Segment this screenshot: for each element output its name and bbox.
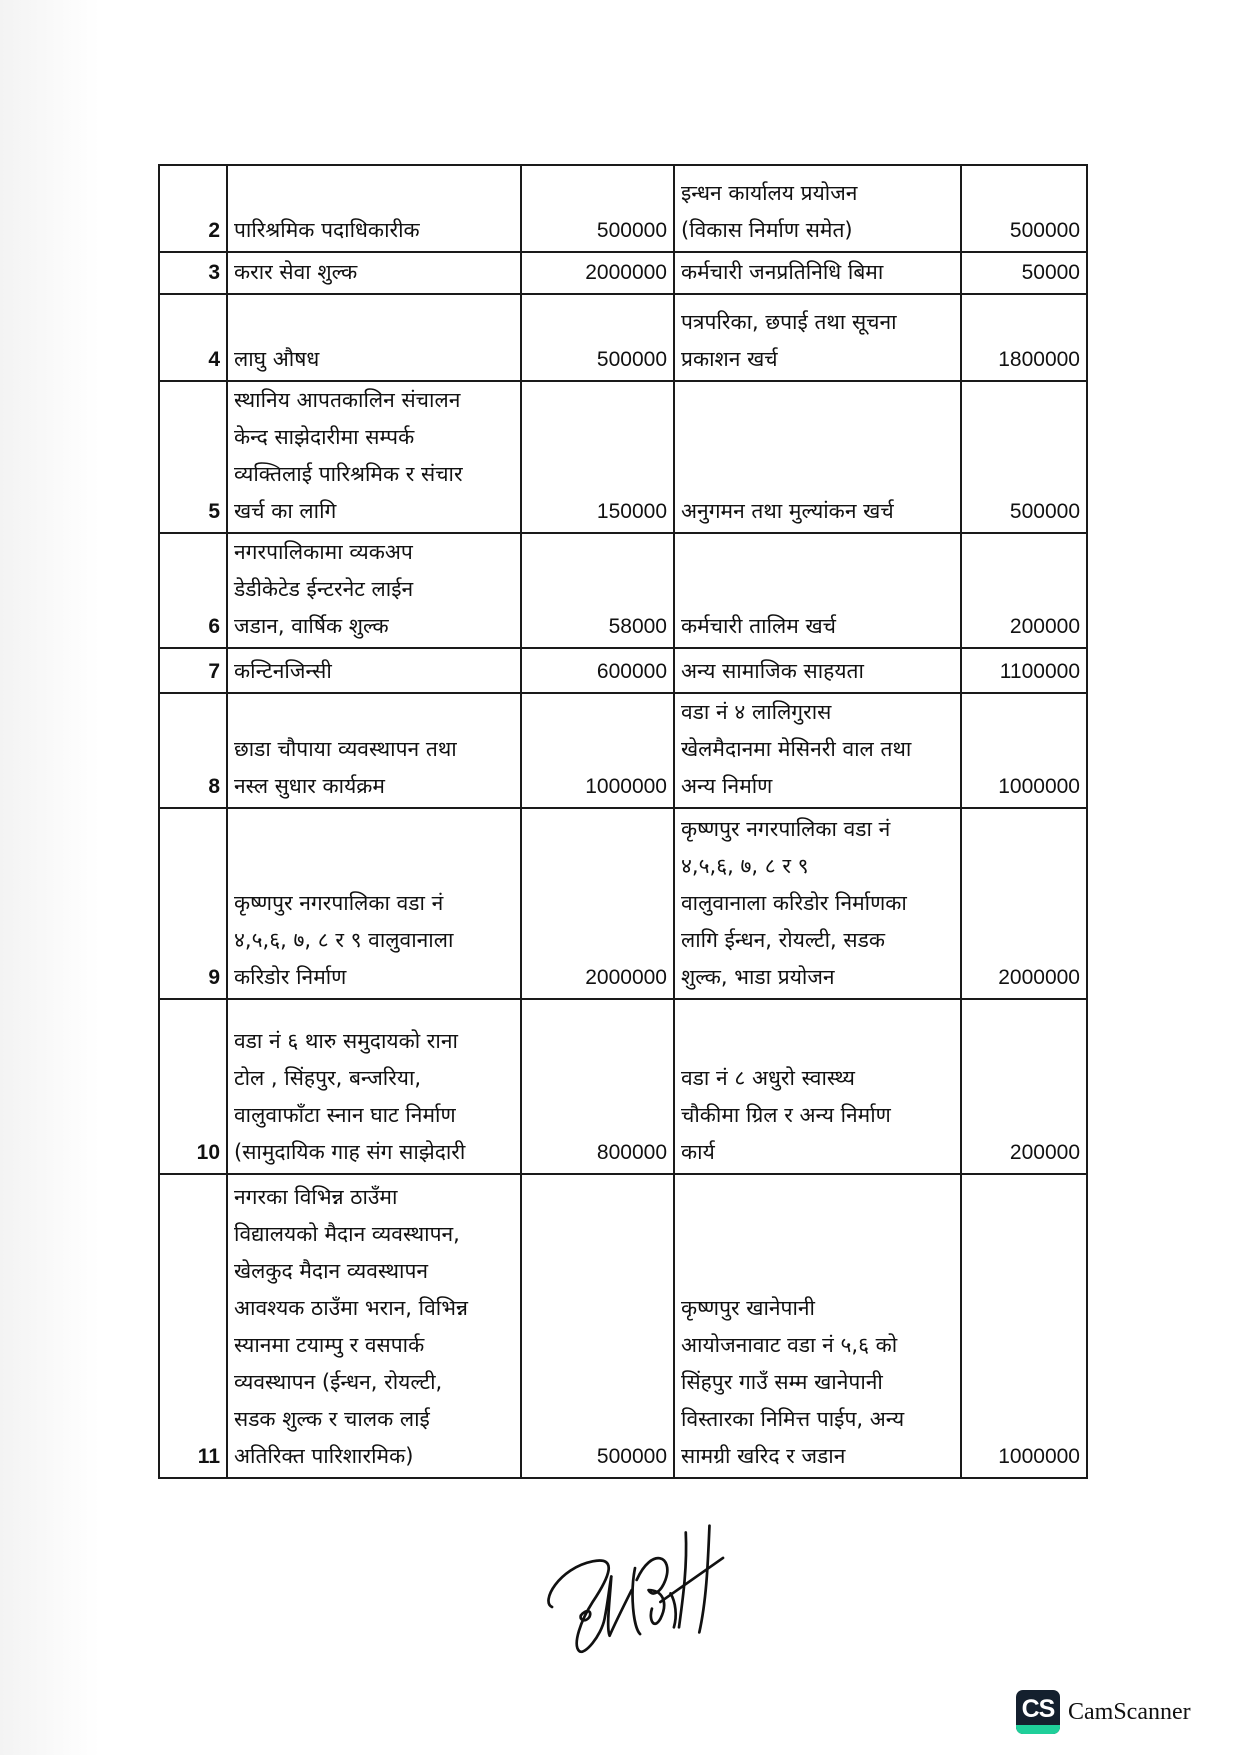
description-line: विद्यालयको मैदान व्यवस्थापन,: [234, 1222, 460, 1246]
description-line: खेलमैदानमा मेसिनरी वाल तथा: [681, 737, 912, 761]
amount-right: 2000000: [961, 808, 1087, 999]
description-left: [227, 1174, 521, 1478]
description-right: [674, 999, 961, 1174]
table-row: [159, 808, 1087, 999]
description-line: सामग्री खरिद र जडान: [681, 1444, 846, 1468]
serial-number: 5: [159, 381, 227, 533]
description-line: व्यवस्थापन (ईन्धन, रोयल्टी,: [234, 1370, 443, 1394]
amount-right: 50000: [961, 252, 1087, 294]
description-line: ४,५,६, ७, ८ र ९: [681, 854, 809, 878]
description-line: कृष्णपुर नगरपालिका वडा नं: [234, 891, 444, 915]
table-row: [159, 252, 1087, 294]
amount-left: 58000: [521, 533, 674, 648]
amount-left: 500000: [521, 165, 674, 252]
description-left: [227, 999, 521, 1174]
description-left: [227, 808, 521, 999]
description-line: लागि ईन्धन, रोयल्टी, सडक: [681, 928, 885, 952]
table-row: [159, 381, 1087, 533]
description-left: [227, 381, 521, 533]
description-line: प्रकाशन खर्च: [681, 347, 778, 371]
amount-left: 1000000: [521, 693, 674, 808]
description-line: स्थानिय आपतकालिन संचालन: [234, 388, 461, 412]
description-line: कृष्णपुर खानेपानी: [681, 1296, 815, 1320]
amount-left: 800000: [521, 999, 674, 1174]
description-line: कर्मचारी तालिम खर्च: [681, 614, 836, 638]
table-row: [159, 294, 1087, 381]
description-left: [227, 533, 521, 648]
serial-number: 2: [159, 165, 227, 252]
amount-left: 500000: [521, 294, 674, 381]
amount-right: 1800000: [961, 294, 1087, 381]
description-line: नस्ल सुधार कार्यक्रम: [234, 774, 385, 798]
description-right: [674, 1174, 961, 1478]
description-line: नगरपालिकामा व्यकअप: [234, 540, 413, 564]
description-line: टोल , सिंहपुर, बन्जरिया,: [234, 1066, 422, 1090]
description-line: केन्द साझेदारीमा सम्पर्क: [234, 425, 415, 449]
amount-right: 200000: [961, 999, 1087, 1174]
description-line: (सामुदायिक गाह संग साझेदारी: [234, 1140, 466, 1164]
description-right: [674, 294, 961, 381]
description-right: [674, 533, 961, 648]
description-line: खेलकुद मैदान व्यवस्थापन: [234, 1259, 429, 1283]
amount-right: 200000: [961, 533, 1087, 648]
description-line: अतिरिक्त पारिशारमिक): [234, 1444, 414, 1468]
camscanner-text: CamScanner: [1068, 1698, 1191, 1725]
description-line: व्यक्तिलाई पारिश्रमिक र संचार: [234, 462, 463, 486]
serial-number: 7: [159, 648, 227, 693]
description-right: [674, 693, 961, 808]
description-line: कर्मचारी जनप्रतिनिधि बिमा: [681, 260, 884, 284]
budget-table: [158, 164, 1088, 1479]
signature: [525, 1505, 745, 1665]
amount-right: 500000: [961, 381, 1087, 533]
description-line: ४,५,६, ७, ८ र ९ वालुवानाला: [234, 928, 454, 952]
table-row: [159, 1174, 1087, 1478]
description-left: [227, 693, 521, 808]
description-line: डेडीकेटेड ईन्टरनेट लाईन: [234, 577, 414, 601]
camscanner-logo-icon: CS: [1016, 1690, 1060, 1734]
description-line: करिडोर निर्माण: [234, 965, 347, 989]
amount-left: 600000: [521, 648, 674, 693]
table-row: [159, 533, 1087, 648]
description-left: [227, 648, 521, 693]
description-right: [674, 165, 961, 252]
description-line: सिंहपुर गाउँ सम्म खानेपानी: [681, 1370, 883, 1394]
description-line: वडा नं ६ थारु समुदायको राना: [234, 1029, 458, 1053]
description-line: वडा नं ८ अधुरो स्वास्थ्य: [681, 1066, 855, 1090]
description-line: जडान, वार्षिक शुल्क: [234, 614, 389, 638]
description-line: वडा नं ४ लालिगुरास: [681, 700, 832, 724]
description-left: [227, 252, 521, 294]
description-line: कृष्णपुर नगरपालिका वडा नं: [681, 817, 891, 841]
table-row: [159, 999, 1087, 1174]
description-left: [227, 294, 521, 381]
description-right: [674, 648, 961, 693]
description-line: वालुवानाला करिडोर निर्माणका: [681, 891, 907, 915]
description-line: खर्च का लागि: [234, 499, 337, 523]
description-line: चौकीमा ग्रिल र अन्य निर्माण: [681, 1103, 891, 1127]
serial-number: 6: [159, 533, 227, 648]
serial-number: 8: [159, 693, 227, 808]
serial-number: 11: [159, 1174, 227, 1478]
description-line: कन्टिनजिन्सी: [234, 659, 332, 683]
description-line: इन्धन कार्यालय प्रयोजन: [681, 181, 858, 205]
description-left: [227, 165, 521, 252]
table-row: [159, 693, 1087, 808]
amount-left: 2000000: [521, 252, 674, 294]
description-right: [674, 808, 961, 999]
description-line: करार सेवा शुल्क: [234, 260, 358, 284]
description-right: [674, 252, 961, 294]
description-line: नगरका विभिन्न ठाउँमा: [234, 1185, 398, 1209]
amount-right: 1100000: [961, 648, 1087, 693]
description-line: कार्य: [681, 1140, 715, 1164]
amount-left: 2000000: [521, 808, 674, 999]
description-line: सडक शुल्क र चालक लाई: [234, 1407, 430, 1431]
description-line: शुल्क, भाडा प्रयोजन: [681, 965, 835, 989]
amount-left: 150000: [521, 381, 674, 533]
description-right: [674, 381, 961, 533]
description-line: छाडा चौपाया व्यवस्थापन तथा: [234, 737, 457, 761]
description-line: पारिश्रमिक पदाधिकारीक: [234, 218, 420, 242]
serial-number: 9: [159, 808, 227, 999]
table-row: [159, 165, 1087, 252]
description-line: लाघु औषध: [234, 347, 320, 371]
description-line: अनुगमन तथा मुल्यांकन खर्च: [681, 499, 894, 523]
amount-right: 500000: [961, 165, 1087, 252]
description-line: स्यानमा टयाम्पु र वसपार्क: [234, 1333, 425, 1357]
description-line: अन्य सामाजिक साहयता: [681, 659, 864, 683]
serial-number: 3: [159, 252, 227, 294]
serial-number: 10: [159, 999, 227, 1174]
scan-edge-shadow: [0, 0, 100, 1755]
serial-number: 4: [159, 294, 227, 381]
camscanner-watermark: [1016, 1690, 1191, 1734]
description-line: (विकास निर्माण समेत): [681, 218, 853, 242]
amount-right: 1000000: [961, 693, 1087, 808]
table-row: [159, 648, 1087, 693]
description-line: आवश्यक ठाउँमा भरान, विभिन्न: [234, 1296, 468, 1320]
description-line: वालुवाफाँटा स्नान घाट निर्माण: [234, 1103, 456, 1127]
description-line: विस्तारका निमित्त पाईप, अन्य: [681, 1407, 905, 1431]
amount-right: 1000000: [961, 1174, 1087, 1478]
amount-left: 500000: [521, 1174, 674, 1478]
description-line: आयोजनावाट वडा नं ५,६ को: [681, 1333, 898, 1357]
description-line: अन्य निर्माण: [681, 774, 773, 798]
description-line: पत्रपरिका, छपाई तथा सूचना: [681, 310, 897, 334]
